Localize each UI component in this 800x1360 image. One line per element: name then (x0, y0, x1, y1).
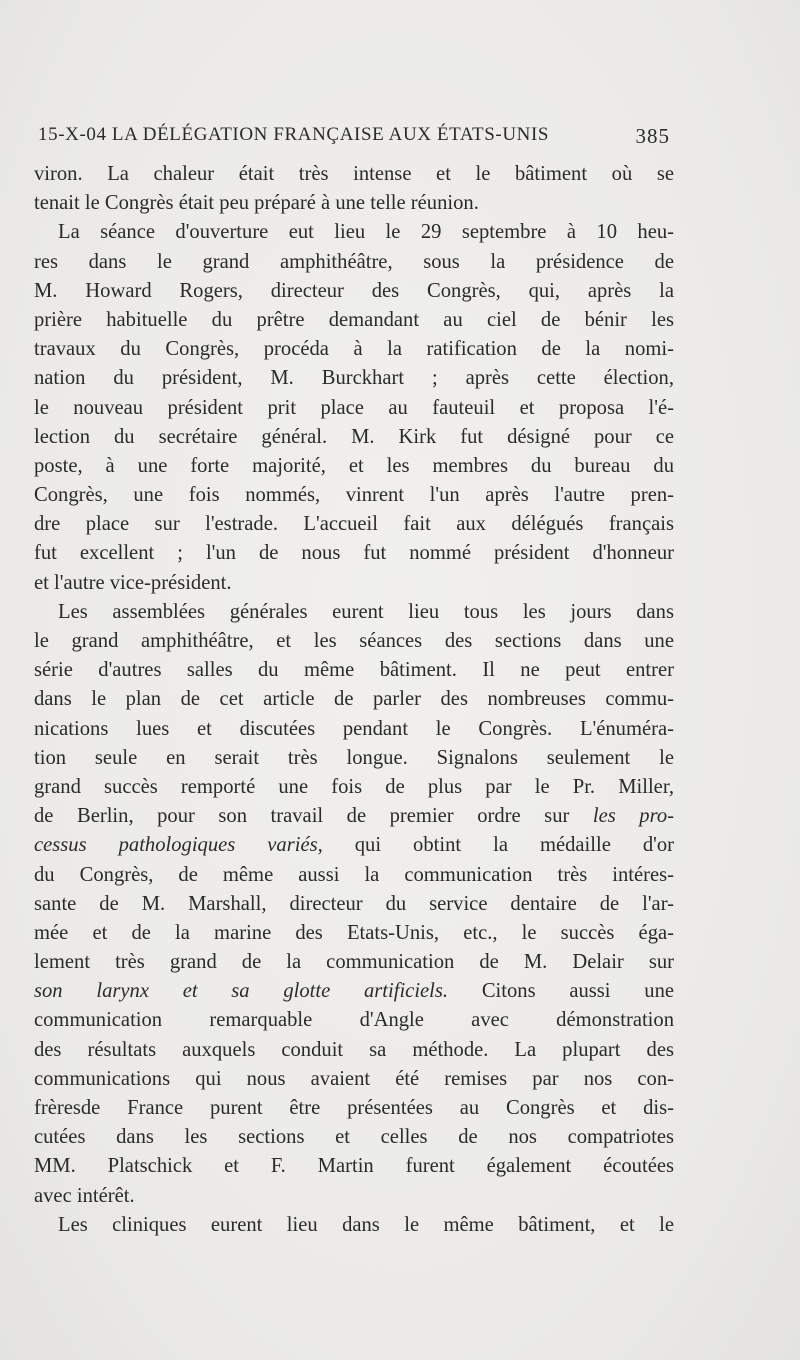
italic-text: cessus pathologiques variés, (34, 834, 323, 857)
text-line: le grand amphithéâtre, et les séances des sections dans une (34, 630, 674, 652)
text-line: La séance d'ouverture eut lieu le 29 septembre à 10 heu- (58, 221, 674, 244)
text-line: grand succès remporté une fois de plus par le Pr. Miller, (34, 775, 674, 798)
text-line: communication remarquable d'Angle avec démonstration (34, 1009, 674, 1032)
text-line (34, 977, 674, 1006)
running-title: 15-X-04 LA DÉLÉGATION FRANÇAISE AUX ÉTATS-UNIS (38, 124, 550, 145)
text-line: res dans le grand amphithéâtre, sous la présidence de (34, 250, 674, 273)
text-line: cutées dans les sections et celles de nos compatriotes (34, 1126, 674, 1149)
text-run: Citons aussi une (448, 980, 675, 1003)
text-line: prière habituelle du prêtre demandant au ciel de bénir les (34, 308, 674, 331)
text-line: viron. La chaleur était très intense et le bâtiment où se (34, 163, 674, 185)
text-line: M. Howard Rogers, directeur des Congrès, qui, après la (34, 279, 674, 302)
text-run: qui obtint la médaille d'or (322, 834, 674, 857)
text-line: fut excellent ; l'un de nous fut nommé président d'honneur (34, 542, 674, 565)
text-line: travaux du Congrès, procéda à la ratification de la nomi- (34, 338, 674, 361)
text-run: de Berlin, pour son travail de premier ordre sur (34, 805, 593, 828)
text-line: mée et de la marine des Etats-Unis, etc., le succès éga- (34, 921, 674, 944)
italic-text: les pro- (592, 805, 674, 828)
text-line: Congrès, une fois nommés, vinrent l'un après l'autre pren- (34, 484, 674, 507)
text-line: tion seule en serait très longue. Signalons seulement le (34, 746, 674, 769)
text-line: dans le plan de cet article de parler des nombreuses commu- (34, 688, 674, 711)
italic-text: son larynx et sa glotte artificiels. (34, 980, 449, 1003)
text-line: tenait le Congrès était peu préparé à une telle réunion. (34, 192, 479, 215)
text-line: du Congrès, de même aussi la communication très intéres- (34, 863, 674, 886)
text-line: poste, à une forte majorité, et les membres du bureau du (34, 454, 674, 477)
body-text (34, 160, 674, 1240)
text-line (34, 831, 674, 860)
text-line: des résultats auxquels conduit sa méthode. La plupart des (34, 1038, 674, 1061)
text-line: nation du président, M. Burckhart ; après cette élection, (34, 367, 674, 390)
page-number: 385 (635, 124, 670, 148)
text-line: lection du secrétaire général. M. Kirk fut désigné pour ce (34, 425, 674, 448)
text-line: Les assemblées générales eurent lieu tous les jours dans (58, 600, 674, 623)
text-line: Les cliniques eurent lieu dans le même bâtiment, et le (58, 1213, 674, 1236)
text-line: frèresde France purent être présentées au Congrès et dis- (34, 1097, 674, 1119)
text-line: sante de M. Marshall, directeur du service dentaire de l'ar- (34, 892, 674, 915)
text-line: dre place sur l'estrade. L'accueil fait aux délégués français (34, 513, 674, 536)
text-line: nications lues et discutées pendant le Congrès. L'énuméra- (34, 717, 674, 740)
running-header (38, 124, 670, 154)
text-line: communications qui nous avaient été remises par nos con- (34, 1067, 674, 1090)
text-line: lement très grand de la communication de M. Delair sur (34, 951, 674, 974)
text-line (34, 802, 674, 831)
text-line: et l'autre vice-président. (34, 571, 232, 594)
text-line: avec intérêt. (34, 1184, 135, 1207)
text-line: MM. Platschick et F. Martin furent également écoutées (34, 1155, 674, 1178)
text-line: série d'autres salles du même bâtiment. Il ne peut entrer (34, 659, 674, 682)
text-line: le nouveau président prit place au fauteuil et proposa l'é- (34, 396, 674, 419)
